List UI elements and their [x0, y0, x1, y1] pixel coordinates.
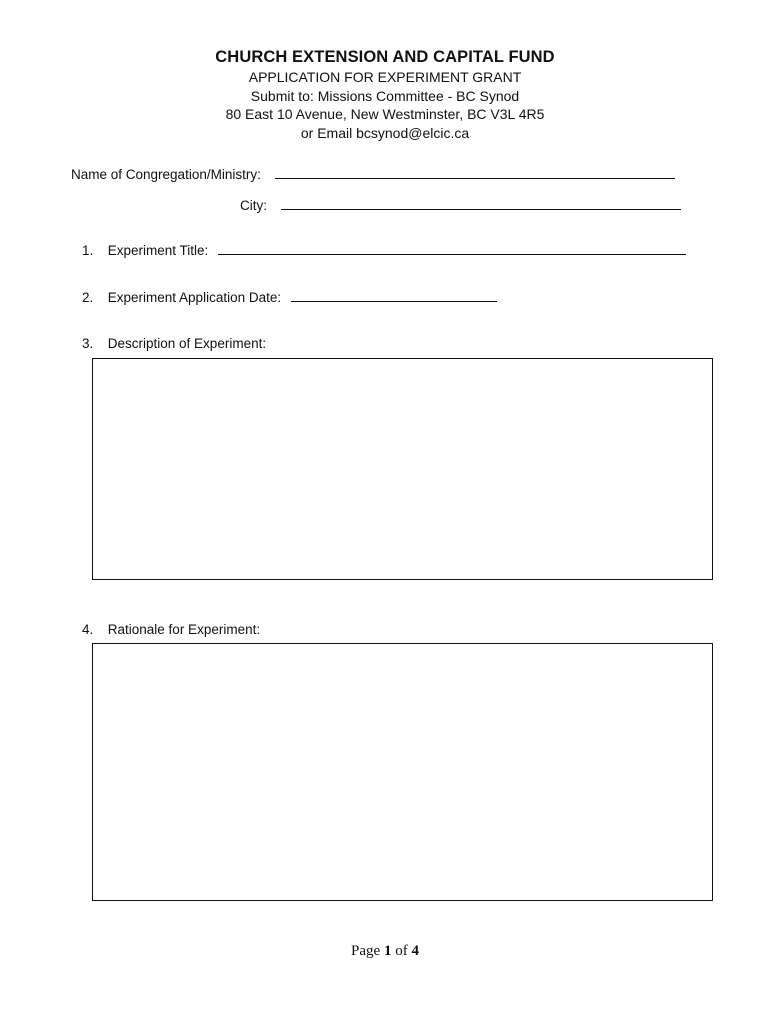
question-3-number: 3. [82, 336, 94, 351]
of-word: of [395, 943, 408, 959]
email-line: or Email bcsynod@elcic.ca [300, 124, 470, 141]
address-line: 80 East 10 Avenue, New Westminster, BC V3L 4R5 [225, 106, 545, 122]
question-1 [82, 241, 686, 259]
question-2-label: Experiment Application Date: [107, 290, 282, 305]
form-title: CHURCH EXTENSION AND CAPITAL FUND [215, 48, 555, 66]
question-2 [82, 288, 497, 306]
question-4 [82, 622, 260, 638]
question-1-number: 1. [82, 243, 94, 258]
total-pages: 4 [411, 943, 419, 959]
question-3 [82, 336, 266, 352]
question-3-label: Description of Experiment: [107, 336, 267, 351]
congregation-field [71, 165, 675, 183]
current-page: 1 [383, 943, 392, 959]
submit-to-line: Submit to: Missions Committee - BC Synod [250, 87, 520, 104]
experiment-title-input[interactable] [218, 241, 686, 255]
congregation-input[interactable] [275, 165, 675, 179]
form-subtitle: APPLICATION FOR EXPERIMENT GRANT [248, 69, 522, 85]
form-header [0, 46, 770, 142]
city-input[interactable] [281, 196, 681, 210]
city-field [240, 196, 681, 214]
page-number [0, 943, 770, 960]
congregation-label: Name of Congregation/Ministry: [71, 167, 261, 182]
page-word: Page [351, 943, 381, 959]
description-textarea[interactable] [92, 358, 713, 580]
question-2-number: 2. [82, 290, 94, 305]
city-label: City: [240, 198, 267, 213]
question-4-number: 4. [82, 622, 94, 637]
question-1-label: Experiment Title: [107, 243, 209, 258]
rationale-textarea[interactable] [92, 643, 713, 901]
application-date-input[interactable] [291, 288, 497, 302]
question-4-label: Rationale for Experiment: [107, 622, 261, 637]
